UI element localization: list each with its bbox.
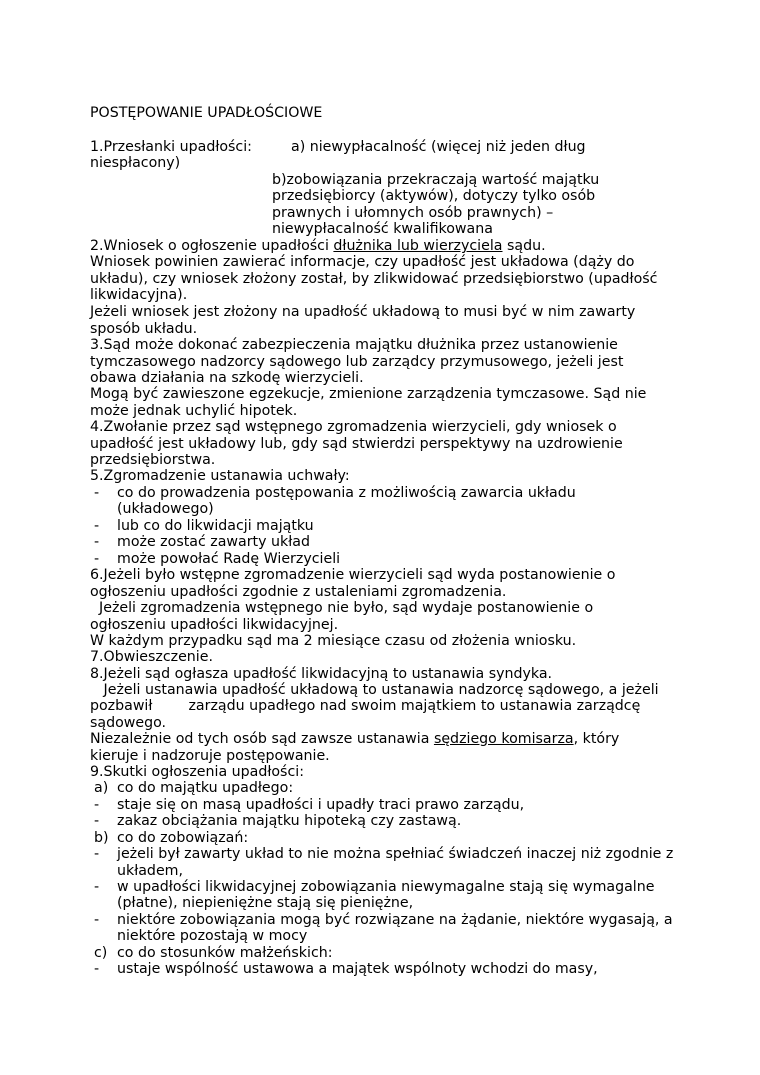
bullet-marker: -: [94, 534, 100, 550]
section-2-underlined: dłużnika lub wierzyciela: [333, 238, 503, 254]
section-2-text-2: Jeżeli wniosek jest złożony na upadłość układową to musi być w nim zawarty sposób układu.: [90, 304, 636, 337]
list-item: w upadłości likwidacyjnej zobowiązania niewymagalne stają się wymagalne: [117, 879, 655, 895]
bullet-marker: -: [94, 912, 100, 928]
list-item-continuation: (płatne), niepieniężne stają się pieniężne,: [117, 895, 414, 911]
section-8-text-3-lead: Niezależnie od tych osób sąd zawsze ustanawia: [90, 731, 434, 747]
list-item: zakaz obciążania majątku hipoteką czy zastawą.: [117, 813, 462, 829]
bullet-marker: -: [94, 797, 100, 813]
sub-section-heading: co do majątku upadłego:: [117, 780, 294, 796]
bullet-marker: -: [94, 551, 100, 567]
section-2-heading: [90, 238, 546, 255]
section-9-heading: 9.Skutki ogłoszenia upadłości:: [90, 764, 304, 780]
section-8-text-3: [90, 731, 670, 764]
list-item: jeżeli był zawarty układ to nie można spełniać świadczeń inaczej niż zgodnie z: [117, 846, 674, 862]
section-1-item-a-continuation: niespłacony): [90, 155, 181, 171]
list-item: co do prowadzenia postępowania z możliwością zawarcia układu: [117, 485, 576, 501]
section-8-text-2-line: pozbawił zarządu upadłego nad swoim majątkiem to ustanawia zarządcę: [90, 698, 641, 714]
section-7-text: 7.Obwieszczenie.: [90, 649, 213, 665]
section-8-text-2-line: Jeżeli ustanawia upadłość układową to ustanawia nadzorcę sądowego, a jeżeli: [90, 682, 659, 698]
sub-section-marker: a): [94, 780, 109, 796]
document-title: POSTĘPOWANIE UPADŁOŚCIOWE: [90, 105, 323, 121]
sub-section-marker: b): [94, 830, 109, 846]
list-item: lub co do likwidacji majątku: [117, 518, 314, 534]
section-8-text-3-underlined: sędziego komisarza: [433, 731, 574, 747]
bullet-marker: -: [94, 518, 100, 534]
list-item: może powołać Radę Wierzycieli: [117, 551, 341, 567]
bullet-marker: -: [94, 813, 100, 829]
bullet-marker: -: [94, 846, 100, 862]
bullet-marker: -: [94, 961, 100, 977]
sub-section-heading: co do zobowiązań:: [117, 830, 249, 846]
sub-section-marker: c): [94, 945, 108, 961]
list-item: niektóre zobowiązania mogą być rozwiązane na żądanie, niektóre wygasają, a: [117, 912, 673, 928]
section-8-text-2-line: sądowego.: [90, 715, 167, 731]
bullet-marker: -: [94, 879, 100, 895]
list-item-continuation: niektóre pozostają w mocy: [117, 928, 308, 944]
section-1-label: 1.Przesłanki upadłości:: [90, 139, 252, 155]
bullet-marker: -: [94, 485, 100, 501]
section-2-tail: sądu.: [502, 238, 546, 254]
section-3-text-1: 3.Sąd może dokonać zabezpieczenia majątku dłużnika przez ustanowienie tymczasowego nadzorcy sądowego lub zarządcy przymusowego, jeżeli jest obawa działania na szkodę wierzycieli.: [90, 337, 624, 386]
section-6-text-2: Jeżeli zgromadzenia wstępnego nie było, sąd wydaje postanowienie o ogłoszeniu upadłości likwidacyjnej.: [90, 600, 598, 633]
list-item: ustaje wspólność ustawowa a majątek wspólnoty wchodzi do masy,: [117, 961, 598, 977]
section-6-text-3: W każdym przypadku sąd ma 2 miesiące czasu od złożenia wniosku.: [90, 633, 577, 649]
section-8-text-3-tail: , który kieruje i nadzoruje postępowanie.: [90, 731, 620, 764]
section-2-lead: 2.Wniosek o ogłoszenie upadłości: [90, 238, 334, 254]
list-item-continuation: układem,: [117, 863, 183, 879]
section-2-text-1: Wniosek powinien zawierać informacje, czy upadłość jest układowa (dąży do układu), czy wniosek złożony został, by zlikwidować przedsiębiorstwo (upadłość likwidacyjna).: [90, 254, 658, 303]
section-1-item-b-line: przedsiębiorcy (aktywów), dotyczy tylko osób: [272, 188, 596, 204]
list-item: staje się on masą upadłości i upadły traci prawo zarządu,: [117, 797, 525, 813]
section-5-heading: 5.Zgromadzenie ustanawia uchwały:: [90, 468, 350, 484]
section-1-item-a: a) niewypłacalność (więcej niż jeden dług: [291, 139, 586, 155]
section-6-text-1: 6.Jeżeli było wstępne zgromadzenie wierzycieli sąd wyda postanowienie o ogłoszeniu upadłości zgodnie z ustaleniami zgromadzenia.: [90, 567, 616, 600]
sub-section-heading: co do stosunków małżeńskich:: [117, 945, 333, 961]
section-8-text-1: 8.Jeżeli sąd ogłasza upadłość likwidacyjną to ustanawia syndyka.: [90, 666, 553, 682]
section-1-item-b-line: niewypłacalność kwalifikowana: [272, 221, 493, 237]
section-1-item-b-line: b)zobowiązania przekraczają wartość majątku: [272, 172, 600, 188]
section-4-text: 4.Zwołanie przez sąd wstępnego zgromadzenia wierzycieli, gdy wniosek o upadłość jest układowy lub, gdy sąd stwierdzi perspektywy na uzdrowienie przedsiębiorstwa.: [90, 419, 623, 468]
list-item: może zostać zawarty układ: [117, 534, 310, 550]
list-item-continuation: (układowego): [117, 501, 214, 517]
section-3-text-2: Mogą być zawieszone egzekucje, zmienione zarządzenia tymczasowe. Sąd nie może jednak uchylić hipotek.: [90, 386, 647, 419]
section-1-item-b-line: prawnych i ułomnych osób prawnych) –: [272, 205, 554, 221]
